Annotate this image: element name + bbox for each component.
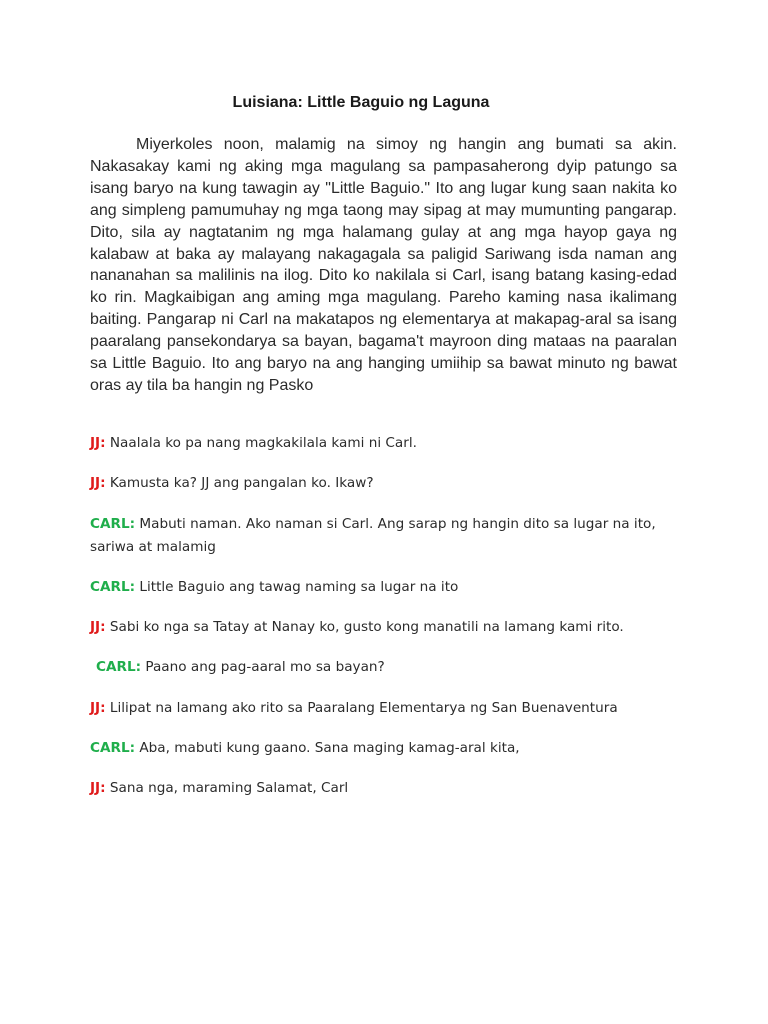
dialogue-text: Sabi ko nga sa Tatay at Nanay ko, gusto kong manatili na lamang kami rito. (105, 619, 624, 635)
dialogue-text: Lilipat na lamang ako rito sa Paaralang Elementarya ng San Buenaventura (105, 700, 618, 716)
speaker-jj: JJ: (90, 700, 106, 716)
dialogue-text: Paano ang pag-aaral mo sa bayan? (141, 659, 385, 675)
speaker-carl: CARL: (90, 740, 136, 756)
dialogue-text: Kamusta ka? JJ ang pangalan ko. Ikaw? (105, 475, 374, 491)
dialogue-line (90, 737, 690, 760)
dialogue-line (90, 432, 690, 455)
dialogue-line (90, 616, 690, 639)
dialogue-line (90, 576, 690, 599)
dialogue-text: Mabuti naman. Ako naman si Carl. Ang sarap ng hangin dito sa lugar na ito, sariwa at malamig (90, 516, 656, 555)
speaker-jj: JJ: (90, 619, 106, 635)
dialogue-line (90, 513, 690, 559)
dialogue-text: Little Baguio ang tawag naming sa lugar na ito (135, 579, 459, 595)
speaker-jj: JJ: (90, 475, 106, 491)
dialogue-line (90, 777, 690, 800)
speaker-carl: CARL: (90, 516, 136, 532)
story-paragraph: Miyerkoles noon, malamig na simoy ng hangin ang bumati sa akin. Nakasakay kami ng aking mga magulang sa pampasaherong dyip patungo sa isang baryo na kung tawagin ay "Little Baguio." Ito ang lugar kung saan nakita ko ang simpleng pamumuhay ng mga taong may sipag at may mumunting pangarap. Dito, sila ay nagtatanim ng mga halamang gulay at ang mga hayop gaya ng kalabaw at baka ay malayang nakagagala sa paligid Sariwang isda naman ang nananahan sa malilinis na ilog. Dito ko nakilala si Carl, isang batang kasing-edad ko rin. Magkaibigan ang aming mga magulang. Pareho kaming nasa ikalimang baiting. Pangarap ni Carl na makatapos ng elementarya at makapag-aral sa isang paaralang pansekondarya sa bayan, bagama't mayroon ding mataas na paaralan sa Little Baguio. Ito ang baryo na ang hanging umiihip sa bawat minuto ng bawat oras ay tila ba hangin ng Pasko (90, 136, 677, 394)
dialogue-text: Naalala ko pa nang magkakilala kami ni Carl. (105, 435, 417, 451)
dialogue-line (90, 472, 690, 495)
speaker-jj: JJ: (90, 780, 106, 796)
speaker-carl: CARL: (96, 659, 142, 675)
dialogue-line (96, 656, 696, 679)
dialogue-text: Sana nga, maraming Salamat, Carl (105, 780, 349, 796)
dialogue-line (90, 697, 690, 720)
document-title: Luisiana: Little Baguio ng Laguna (232, 94, 490, 111)
speaker-jj: JJ: (90, 435, 106, 451)
dialogue-text: Aba, mabuti kung gaano. Sana maging kamag-aral kita, (135, 740, 520, 756)
speaker-carl: CARL: (90, 579, 136, 595)
